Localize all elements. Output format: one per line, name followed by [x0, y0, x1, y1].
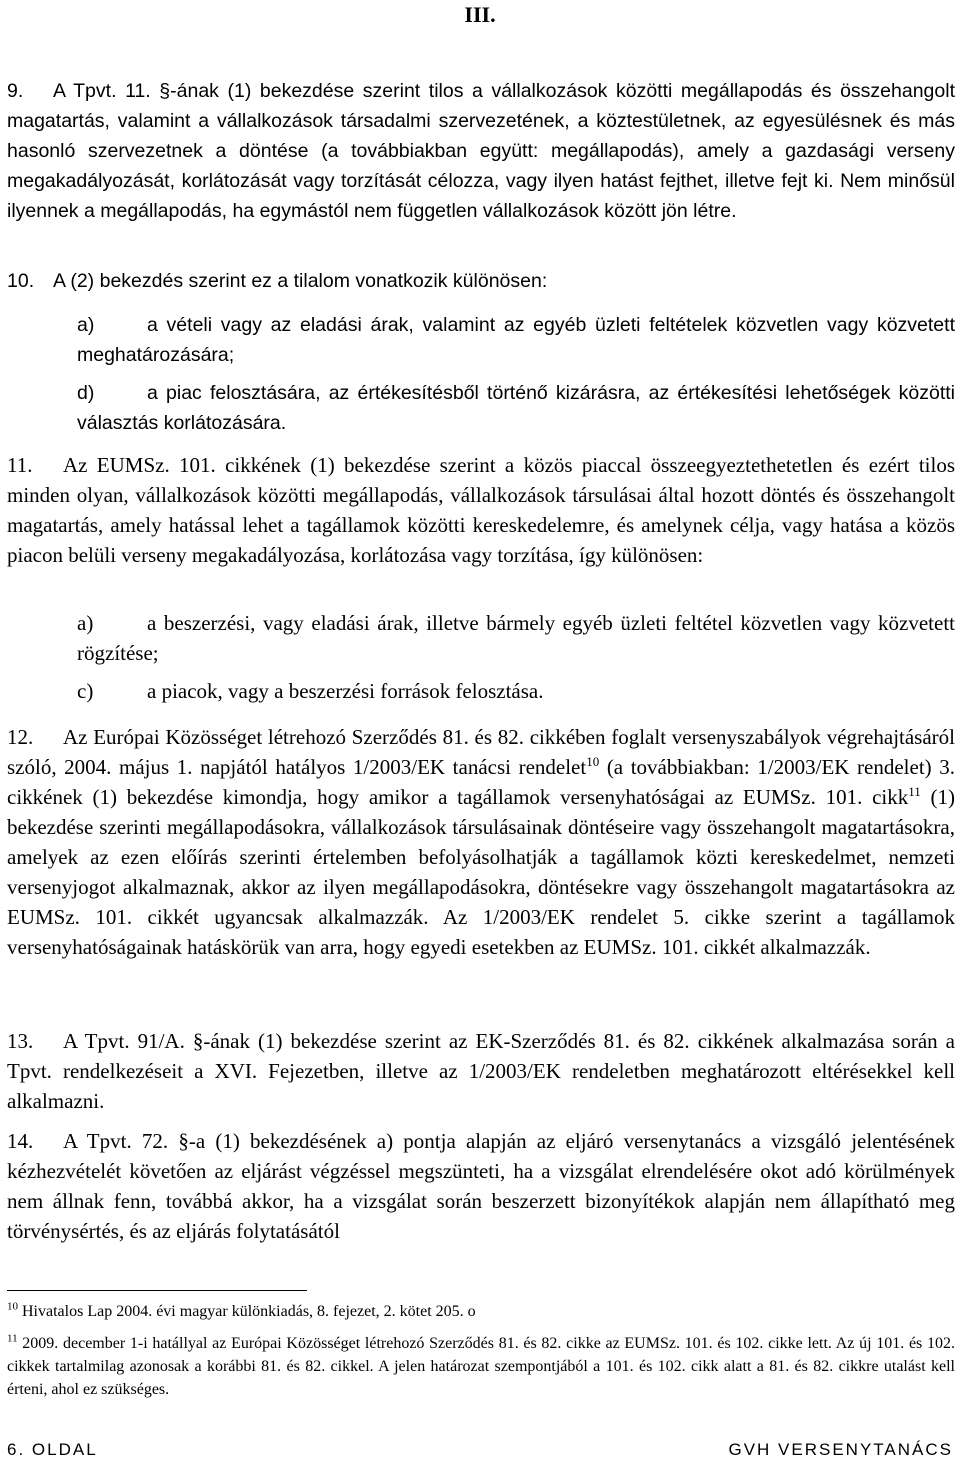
paragraph-number: 14.	[7, 1129, 34, 1153]
paragraph-14	[7, 1126, 955, 1246]
paragraph-12	[7, 722, 955, 962]
paragraph-10	[7, 266, 955, 296]
list-item-label: d)	[77, 382, 95, 404]
footnote-divider	[7, 1290, 307, 1291]
paragraph-number: 13.	[7, 1029, 34, 1053]
list-item-label: a)	[77, 611, 94, 635]
page-number: 6. OLDAL	[7, 1440, 98, 1459]
paragraph-9	[7, 76, 955, 226]
paragraph-text: A Tpvt. 11. §-ának (1) bekezdése szerint tilos a vállalkozások közötti megállapodás és összehangolt magatartás, valamint a vállalkozások társadalmi szervezetének, a köztestületnek, az egyesülésnek és más hasonló szervezetnek a döntése (a továbbiakban együtt: megállapodás), amely a gazdasági verseny megakadályozását, korlátozását vagy torzítását célozza, vagy ilyen hatást fejthet, illetve fejt ki.	[7, 80, 955, 192]
footnote-mark: 10	[7, 1300, 18, 1313]
footnote-10	[7, 1300, 955, 1323]
list-item-label: c)	[77, 679, 94, 703]
list-item-label: a)	[77, 314, 95, 336]
list-item-c	[77, 676, 955, 706]
list-item-d	[77, 378, 955, 438]
section-heading: III.	[464, 2, 496, 27]
footnote-text: Hivatalos Lap 2004. évi magyar különkiadás, 8. fejezet, 2. kötet 205. o	[18, 1303, 476, 1320]
list-item-a	[77, 608, 955, 668]
paragraph-text: (1) bekezdése szerinti megállapodásokra, vállalkozások társulásainak döntéseire vagy összehangolt magatartásokra, amelyek az ezen előírás szerinti értelemben befolyásolhatják a tagállamok közti kereskedelmet, nemzeti versenyjogot alkalmaznak, akkor az ilyen megállapodásokra, döntésekre vagy összehangolt magatartásokra az EUMSz. 101. cikkét ugyancsak alkalmazzák. Az 1/2003/EK rendelet 5. cikke szerint a tagállamok versenyhatóságainak hatáskörük van arra, hogy egyedi esetekben az EUMSz. 101. cikkét alkalmazzák.	[7, 785, 955, 959]
paragraph-number: 10.	[7, 270, 35, 292]
list-item-text: a piacok, vagy a beszerzési források felosztása.	[147, 679, 544, 703]
paragraph-text: (a továbbiakban: 1/2003/EK rendelet) 3. cikkének (1) bekezdése kimondja, hogy amikor a tagállamok versenyhatóságai az EUMSz. 101. cikk	[7, 755, 955, 809]
paragraph-text: A (2) bekezdés szerint ez a tilalom vonatkozik különösen:	[53, 270, 548, 292]
paragraph-text: Az EUMSz. 101. cikkének (1) bekezdése szerint a közös piaccal összeegyeztethetetlen és ezért tilos minden olyan, vállalkozások közötti megállapodás, vállalkozások társulásai által hozott döntés és összehangolt magatartás, amely hatással lehet a tagállamok közötti kereskedelemre, és amelynek célja, vagy hatása a közös piacon belüli verseny megakadályozása, korlátozása vagy torzítása, így különösen:	[7, 453, 955, 567]
paragraph-number: 9.	[7, 80, 24, 102]
list-item-a	[77, 310, 955, 370]
footnote-text: 2009. december 1-i hatállyal az Európai Közösséget létrehozó Szerződés 81. és 82. cikke az EUMSz. 101. és 102. cikke lett. Az új 101. és 102. cikkek tartalmilag azonosak a korábbi 81. és 82. cikkel. A jelen határozat szempontjából a 101. és 102. cikk alatt a 81. és 82. cikkre utalást kell érteni, ahol ez szükséges.	[7, 1335, 955, 1398]
footnote-mark: 11	[7, 1332, 18, 1345]
footnote-ref[interactable]: 10	[586, 754, 600, 769]
paragraph-number: 12.	[7, 725, 34, 749]
footnote-11	[7, 1332, 955, 1401]
paragraph-text: A Tpvt. 91/A. §-ának (1) bekezdése szerint az EK-Szerződés 81. és 82. cikkének alkalmazása során a Tpvt. rendelkezéseit a XVI. Fejezetben, illetve az 1/2003/EK rendeletben meghatározott eltérésekkel kell alkalmazni.	[7, 1029, 955, 1113]
paragraph-11	[7, 450, 955, 570]
paragraph-text-tail: Nem minősül ilyennek a megállapodás, ha egymástól nem független vállalkozások között jön létre.	[7, 170, 955, 222]
paragraph-13	[7, 1026, 955, 1116]
paragraph-text: Az Európai Közösséget létrehozó Szerződés 81. és 82. cikkében foglalt versenyszabályok végrehajtásáról szóló, 2004. május 1. napjától hatályos 1/2003/EK tanácsi rendelet	[7, 725, 955, 779]
footnote-ref[interactable]: 11	[908, 784, 921, 799]
organization-name: GVH VERSENYTANÁCS	[728, 1440, 953, 1459]
list-item-text: a piac felosztására, az értékesítésből történő kizárásra, az értékesítési lehetőségek közötti választás korlátozására.	[77, 382, 955, 434]
list-item-text: a beszerzési, vagy eladási árak, illetve bármely egyéb üzleti feltétel közvetlen vagy közvetett rögzítése;	[77, 611, 955, 665]
list-item-text: a vételi vagy az eladási árak, valamint az egyéb üzleti feltételek közvetlen vagy közvetett meghatározására;	[77, 314, 955, 366]
paragraph-number: 11.	[7, 453, 33, 477]
paragraph-text: A Tpvt. 72. §-a (1) bekezdésének a) pontja alapján az eljáró versenytanács a vizsgáló jelentésének kézhezvételét követően az eljárást végzéssel megszünteti, ha a vizsgálat elrendelésére okot adó körülmények nem állnak fenn, továbbá akkor, ha a vizsgálat során beszerzett bizonyítékok alapján nem állapítható meg törvénysértés, és az eljárás folytatásától	[7, 1129, 955, 1243]
